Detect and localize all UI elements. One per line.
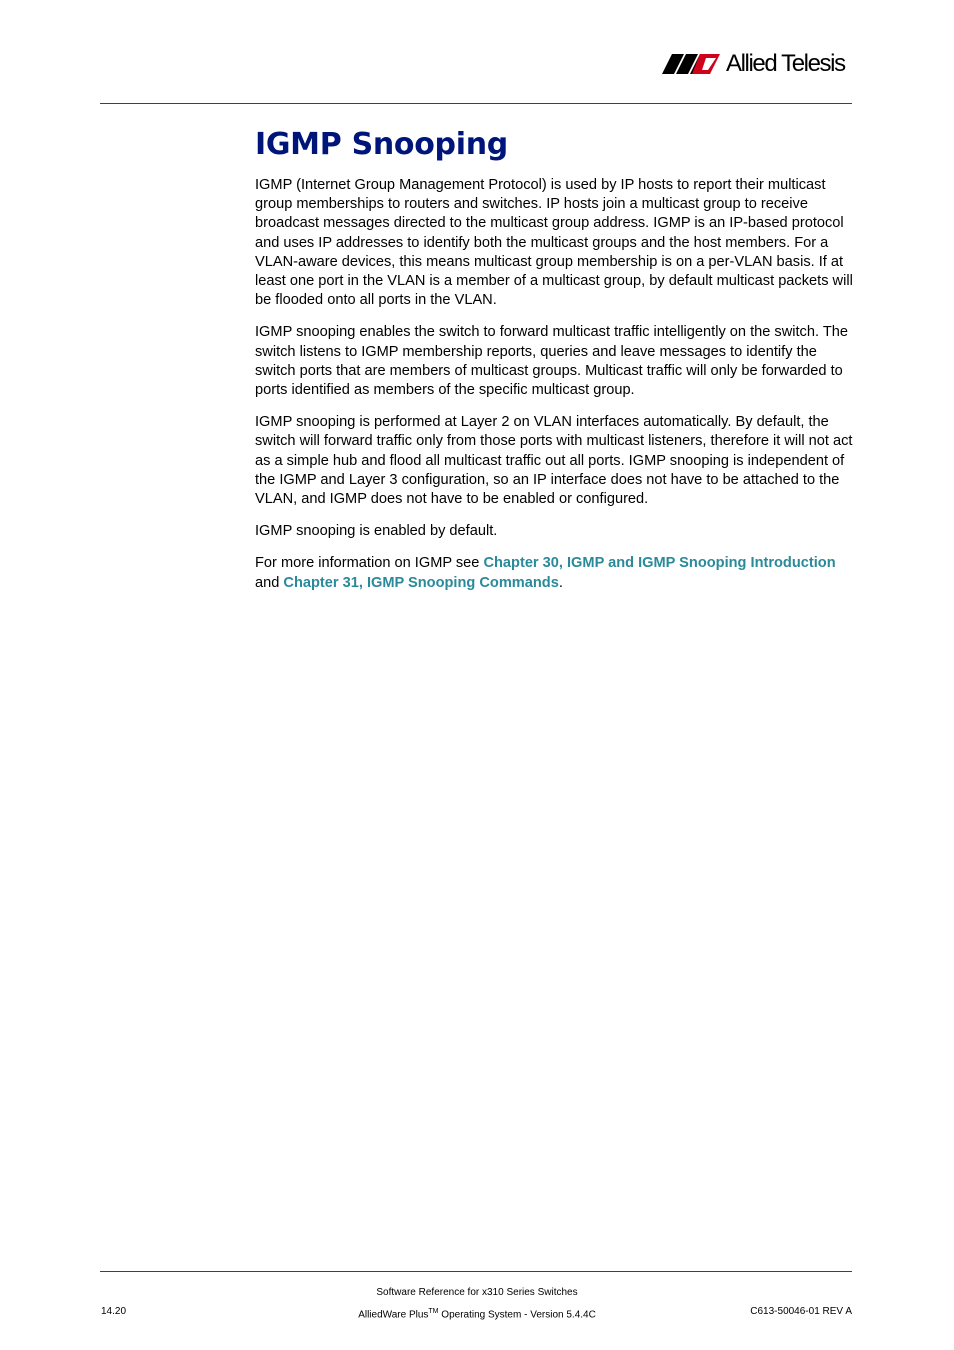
header-rule [100, 103, 852, 104]
paragraph-layer2: IGMP snooping is performed at Layer 2 on VLAN interfaces automatically. By default, the switch will forward traffic only from those ports with multicast listeners, therefore it will not act as a simple hub and flood all multicast traffic out all ports. IGMP snooping is independent of the IGMP and Layer 3 configuration, so an IP interface does not have to be attached to the VLAN, and IGMP does not have to be enabled or configured. [255, 414, 853, 508]
paragraph-intro: IGMP (Internet Group Management Protocol) is used by IP hosts to report their multicast group memberships to routers and switches. IP hosts join a multicast group to receive broadcast messages directed to the multicast group address. IGMP is an IP-based protocol and uses IP addresses to identify both the multicast groups and the host members. For a VLAN-aware devices, this means multicast group membership is on a per-VLAN basis. If at least one port in the VLAN is a member of a multicast group, by default multicast packets will be flooded onto all ports in the VLAN. [255, 177, 853, 309]
footer-title: Software Reference for x310 Series Switches [376, 1287, 578, 1298]
paragraph-default: IGMP snooping is enabled by default. [255, 523, 498, 540]
page-title: IGMP Snooping [255, 127, 508, 162]
document-code: C613-50046-01 REV A [750, 1306, 852, 1317]
allied-telesis-logo [662, 50, 845, 78]
footer-product: AlliedWare Plus [358, 1309, 429, 1321]
footer-version-text: Operating System - Version 5.4.4C [438, 1309, 596, 1321]
link-chapter-31[interactable]: Chapter 31, IGMP Snooping Commands [283, 574, 559, 591]
link-chapter-30[interactable]: Chapter 30, IGMP and IGMP Snooping Introduction [483, 555, 836, 572]
logo-text: Allied Telesis [726, 50, 845, 77]
footer-trademark: TM [428, 1308, 439, 1315]
more-info-prefix: For more information on IGMP see [255, 555, 484, 572]
more-info-suffix: . [558, 574, 563, 591]
footer-rule [100, 1271, 852, 1272]
paragraph-more-info [255, 554, 855, 592]
main-content [255, 124, 855, 606]
allied-telesis-logo-mark-icon [662, 52, 722, 76]
more-info-middle: and [255, 574, 284, 591]
page-number: 14.20 [101, 1306, 127, 1317]
paragraph-snooping: IGMP snooping enables the switch to forward multicast traffic intelligently on the switch. The switch listens to IGMP membership reports, queries and leave messages to identify the switch ports that are members of multicast groups. Multicast traffic will only be forwarded to ports identified as members of the specific multicast group. [255, 324, 848, 399]
